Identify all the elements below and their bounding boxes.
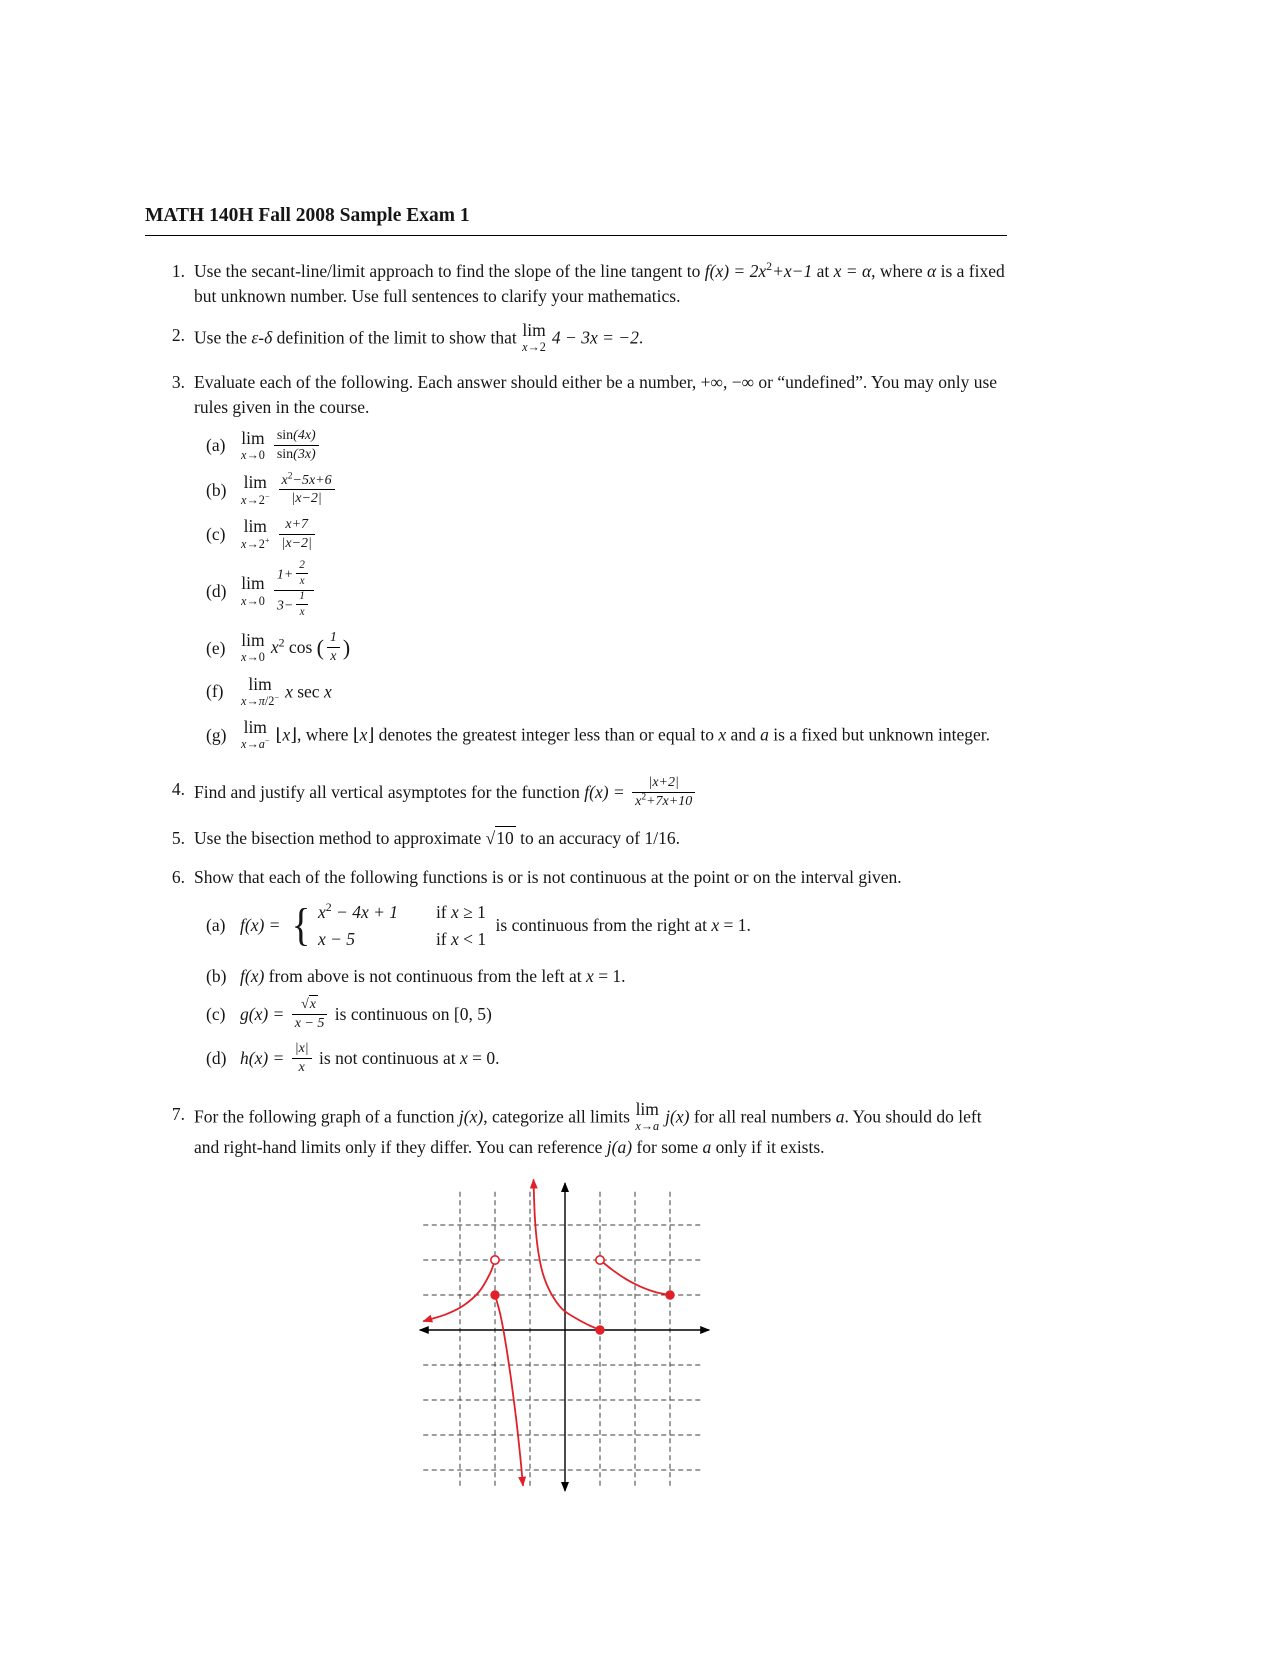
superscript: 2 (641, 792, 647, 803)
problem-text (194, 1098, 1007, 1160)
subitem-label: (a) (206, 914, 226, 935)
math-run: x (586, 965, 594, 986)
math-run: j(x) (665, 1106, 690, 1127)
superscript: 2 (325, 899, 332, 914)
text-run: Use the (194, 327, 252, 348)
superscript: 2 (287, 470, 293, 481)
function-name: lim (241, 427, 265, 448)
math-run: ε (251, 327, 259, 348)
fraction-denominator (292, 1059, 312, 1076)
limit-operator (241, 574, 265, 607)
fraction-denominator (296, 605, 308, 619)
limit-subscript (241, 738, 270, 751)
limit-word (241, 718, 270, 736)
math-run: x+7 (285, 516, 309, 532)
function-name: sin (276, 446, 294, 462)
fraction (632, 775, 695, 809)
fraction (292, 997, 328, 1031)
text-column (145, 204, 1007, 1503)
text-run: Use the secant-line/limit approach to find the slope of the line tangent to (194, 261, 705, 281)
math-run: a (835, 1106, 845, 1127)
text-run: →0 (246, 448, 265, 463)
text-run: if (435, 901, 452, 922)
math-run: |x−2| (281, 535, 312, 551)
math-run: x (241, 650, 247, 665)
problem-content (194, 865, 1007, 1088)
subitem-label: (b) (206, 965, 227, 986)
math-run: 1 (329, 630, 337, 646)
superscript: − (274, 693, 280, 703)
math-run: − 4x + 1 (331, 901, 399, 922)
math-run: x (451, 901, 459, 922)
fraction-numerator (292, 997, 328, 1015)
subitem-label: (a) (206, 435, 226, 456)
fraction-numerator (274, 428, 319, 446)
problem-number: 2. (171, 325, 185, 345)
problem-text (194, 865, 1007, 890)
text-run: < 1 (458, 928, 487, 949)
text-run: →0 (246, 593, 265, 608)
function-name: lim (243, 717, 267, 738)
superscript: − (264, 491, 270, 501)
text-run: is continuous on [0, 5) (330, 1004, 492, 1025)
fraction-denominator (327, 648, 340, 665)
limit-operator (522, 321, 546, 354)
math-run: 1 (299, 590, 305, 603)
subitem-text (240, 470, 1007, 509)
fraction-denominator (274, 591, 314, 620)
radicand (495, 826, 516, 848)
subitem-text (240, 1043, 1007, 1077)
problem-item (145, 259, 1007, 309)
math-run: x (241, 593, 247, 608)
function-graph (415, 1178, 725, 1496)
subitem-label: (b) (206, 479, 227, 500)
text-run: →2 (246, 536, 265, 551)
math-run: x (359, 724, 368, 745)
function-name: sec (297, 681, 320, 702)
cases-row (318, 899, 486, 926)
math-run: x (241, 536, 247, 551)
math-run: f(x) = (584, 782, 630, 803)
limit-subscript (241, 651, 265, 664)
open-point (491, 1256, 499, 1264)
problem-item (145, 1098, 1007, 1160)
math-run: a (258, 737, 265, 752)
text-run: from above is not continuous from the left at (264, 965, 587, 986)
math-run: x − 5 (317, 928, 356, 949)
limit-word (241, 473, 270, 491)
closed-point (596, 1326, 604, 1334)
piecewise-definition (290, 899, 486, 953)
function-name: lim (241, 630, 265, 650)
math-run: |x| (294, 1041, 309, 1057)
problem-number: 7. (171, 1103, 185, 1124)
math-run: +7x+10 (646, 793, 693, 809)
subitem-text (240, 673, 1007, 710)
branch-left (423, 1260, 495, 1321)
math-run: a (653, 1118, 660, 1133)
open-point (596, 1256, 604, 1264)
subitem-text (240, 717, 1007, 753)
fraction-denominator (279, 535, 315, 552)
fraction (274, 428, 319, 462)
text-run: ≥ 1 (458, 901, 486, 922)
subitem-text (240, 632, 1007, 666)
function-name: lim (635, 1098, 659, 1119)
math-run: x (299, 605, 305, 618)
text-run: → (246, 694, 259, 709)
math-run: 3− (276, 598, 294, 614)
fraction-denominator (632, 793, 695, 810)
limit-operator (635, 1100, 659, 1133)
limit-word (522, 321, 546, 339)
problem-content (194, 370, 1007, 763)
text-run: at (812, 261, 834, 281)
subitem-text (240, 559, 1007, 622)
text-run: = 1. (593, 965, 626, 986)
math-run: x (718, 724, 727, 745)
math-run: −5x+6 (292, 472, 332, 488)
fraction (279, 517, 315, 551)
fraction-numerator (279, 470, 335, 491)
math-run: 1+ (276, 567, 294, 583)
subitem-label: (f) (206, 681, 224, 702)
text-run: = 1. (719, 914, 751, 935)
subitem-text (240, 516, 1007, 553)
subitem-label: (d) (206, 580, 227, 601)
radicand (309, 995, 318, 1012)
text-run: - (258, 327, 265, 348)
math-run: |x+2| (648, 775, 679, 791)
text-run: is not continuous at (314, 1048, 460, 1069)
text-run: . You should do left and right-hand limits only if they differ. You can reference (194, 1106, 982, 1157)
math-run: x (241, 492, 247, 507)
problem-number: 6. (171, 866, 185, 887)
cases-condition (436, 899, 486, 926)
function-name: cos (288, 637, 313, 658)
text-run: →2 (527, 340, 546, 355)
math-run: x (241, 448, 247, 463)
text-run: Find and justify all vertical asymptotes for the function (194, 782, 585, 803)
problem-list (145, 259, 1007, 1160)
problem-text (194, 826, 1007, 851)
function-name: lim (241, 573, 265, 594)
problem-text (194, 777, 1007, 811)
text-run: →0 (246, 650, 265, 665)
subitem-label: (d) (206, 1048, 227, 1069)
text-run: → (246, 737, 259, 752)
fraction-numerator (632, 775, 695, 793)
subitem (206, 717, 1007, 753)
math-run: x = α (833, 261, 872, 281)
text-run: ⌋ denotes the greatest integer less than or equal to (367, 724, 719, 745)
math-run: x (299, 574, 305, 587)
text-run: to an accuracy of 1/16. (515, 827, 680, 848)
superscript: 2 (278, 635, 285, 650)
problem-number: 4. (171, 779, 185, 800)
math-run: δ (264, 327, 273, 348)
text-run: → (640, 1118, 654, 1133)
text-run: ⌋, where ⌊ (290, 724, 360, 745)
subitem-label: (c) (206, 1004, 226, 1025)
math-run: g(x) = (240, 1004, 289, 1025)
math-run: x (309, 996, 317, 1012)
math-run: x (460, 1048, 468, 1069)
problem-item (145, 777, 1007, 811)
cases-condition (436, 926, 486, 953)
limit-word (635, 1100, 659, 1118)
big-paren: ) (342, 636, 351, 661)
problem-content (194, 259, 1007, 309)
math-run: x (241, 737, 247, 752)
math-run: x (711, 914, 720, 935)
fraction-numerator (327, 630, 340, 648)
graph-container (415, 1178, 1007, 1503)
math-run: j(x) (458, 1106, 484, 1127)
problem-item (145, 370, 1007, 763)
exam-header (145, 204, 1007, 236)
title-rule (145, 235, 1007, 236)
math-run: x (522, 340, 528, 355)
subitem-text (240, 996, 1007, 1033)
text-run: and (726, 724, 761, 745)
fraction-denominator (296, 574, 308, 588)
text-run: . (638, 327, 644, 348)
cases-row (318, 926, 486, 953)
math-run: 2 (299, 559, 305, 572)
text-run: , categorize all limits (483, 1106, 635, 1127)
limit-word (241, 517, 270, 535)
subitem (206, 516, 1007, 553)
limit-word (241, 631, 265, 649)
subitem (206, 964, 1007, 989)
fraction (296, 590, 308, 618)
math-run: x (241, 694, 247, 709)
function-name: lim (248, 673, 272, 694)
math-run: π (258, 694, 265, 709)
superscript: + (264, 535, 270, 545)
limit-operator (241, 631, 265, 664)
text-run: , where (871, 261, 928, 281)
math-run: x (635, 1118, 641, 1133)
text-run: ⌊ (275, 724, 283, 745)
text-run: if (435, 928, 452, 949)
text-run: For the following graph of a function (194, 1106, 459, 1127)
subitem (206, 900, 1007, 954)
problem-content (194, 826, 1007, 851)
function-name: sin (276, 428, 294, 444)
fraction (292, 1041, 312, 1075)
superscript: − (264, 736, 270, 746)
subitem (206, 632, 1007, 666)
problem-text (194, 370, 1007, 420)
problem-number: 1. (171, 261, 185, 281)
math-run: a (702, 1136, 712, 1157)
text-run: is continuous from the right at (491, 914, 712, 935)
math-run: a (760, 724, 769, 745)
subitem-text (240, 427, 1007, 464)
closed-point (666, 1291, 674, 1299)
limit-operator (241, 718, 270, 751)
big-paren: ( (316, 636, 324, 661)
function-name: lim (522, 320, 546, 340)
fraction-numerator (279, 517, 315, 535)
limit-operator (241, 429, 265, 462)
math-run: (4x) (293, 428, 316, 444)
cases-rows (318, 899, 486, 953)
subitem-label: (c) (206, 524, 226, 545)
limit-operator (241, 675, 279, 708)
fraction (279, 470, 335, 507)
math-run: x (298, 1059, 305, 1075)
limit-subscript (241, 535, 270, 551)
limit-word (241, 675, 279, 693)
limit-subscript (241, 491, 270, 507)
math-run: f(x) (240, 965, 265, 986)
text-run: is a fixed but unknown integer. (768, 724, 991, 745)
text-run: √ (301, 996, 309, 1012)
problem-text (194, 320, 1007, 356)
problem-item (145, 826, 1007, 851)
math-run: h(x) = (240, 1048, 289, 1069)
problem-item (145, 320, 1007, 356)
math-run: (3x) (293, 446, 316, 462)
subitem-label: (g) (206, 724, 227, 745)
fraction-denominator (292, 1015, 328, 1032)
fraction (274, 561, 314, 620)
math-run: x − 5 (294, 1015, 325, 1031)
text-run: Evaluate each of the following. Each answer should either be a number, +∞, −∞ or “undefined”. You may only use rules given in the course. (194, 372, 998, 418)
fraction-numerator (274, 561, 314, 591)
subitem-label: (e) (206, 637, 226, 658)
branch-middle-down (495, 1295, 523, 1486)
math-run: f(x) = 2x (704, 261, 767, 281)
text-run: →2 (246, 492, 265, 507)
text-run: for some (632, 1136, 703, 1157)
math-run: x (281, 472, 288, 488)
superscript: 2 (766, 259, 773, 274)
subitem (206, 1043, 1007, 1077)
function-name: lim (243, 472, 267, 493)
exam-title: MATH 140H Fall 2008 Sample Exam 1 (145, 205, 470, 226)
math-run: x (285, 681, 293, 702)
text-run: √ (485, 827, 496, 848)
math-run: +x−1 (772, 261, 813, 281)
limit-operator (241, 517, 270, 550)
fraction (327, 630, 340, 664)
math-run: x (317, 901, 326, 922)
math-run: x (270, 637, 279, 658)
subitem (206, 996, 1007, 1033)
math-run: x (330, 649, 337, 665)
fraction-numerator (296, 590, 308, 605)
math-run: j(a) (606, 1136, 633, 1157)
limit-subscript (522, 341, 546, 354)
problem-content (194, 1098, 1007, 1160)
math-run: α (927, 261, 937, 281)
math-run: x (323, 681, 332, 702)
problem-item (145, 865, 1007, 1088)
math-run: f(x) = (240, 914, 285, 935)
text-run: /2 (264, 694, 275, 709)
subitem-text (240, 964, 1007, 989)
function-name: lim (243, 516, 267, 537)
subitem-text (240, 900, 1007, 954)
text-run: Show that each of the following functions is or is not continuous at the point or on the interval given. (194, 866, 902, 887)
text-run: = 0. (467, 1048, 500, 1069)
limit-word (241, 429, 265, 447)
text-run: 10 (496, 827, 514, 848)
cases-expression (318, 899, 436, 926)
text-run: is a fixed but unknown number. Use full sentences to clarify your mathematics. (194, 261, 1005, 306)
cases-brace: { (291, 899, 311, 951)
subitem (206, 673, 1007, 710)
fraction-denominator (279, 490, 335, 507)
math-run: 4 − 3x = −2 (551, 327, 639, 348)
limit-operator (241, 473, 270, 506)
subitem (206, 470, 1007, 509)
fraction (296, 559, 308, 587)
text-run: only if it exists. (711, 1136, 825, 1157)
limit-subscript (241, 449, 265, 462)
problem-content (194, 320, 1007, 356)
math-run: x (635, 793, 642, 809)
math-run: x (282, 724, 291, 745)
math-run: x (451, 928, 459, 949)
problem-content (194, 777, 1007, 811)
problem-number: 5. (171, 827, 185, 848)
fraction-denominator (274, 446, 319, 463)
subitem (206, 559, 1007, 622)
math-run: |x−2| (291, 491, 322, 507)
branch-asymptote-right (534, 1179, 601, 1330)
text-run: definition of the limit to show that (272, 327, 522, 348)
fraction-numerator (296, 559, 308, 574)
text-run: for all real numbers (689, 1106, 836, 1127)
limit-subscript (635, 1120, 659, 1133)
limit-word (241, 574, 265, 592)
fraction-numerator (292, 1041, 312, 1059)
problem-number: 3. (171, 372, 185, 393)
problem-text (194, 259, 1007, 309)
cases-expression (318, 926, 436, 953)
subitem (206, 427, 1007, 464)
closed-point (491, 1291, 499, 1299)
limit-subscript (241, 695, 279, 708)
limit-subscript (241, 595, 265, 608)
text-run: Use the bisection method to approximate (194, 827, 486, 848)
